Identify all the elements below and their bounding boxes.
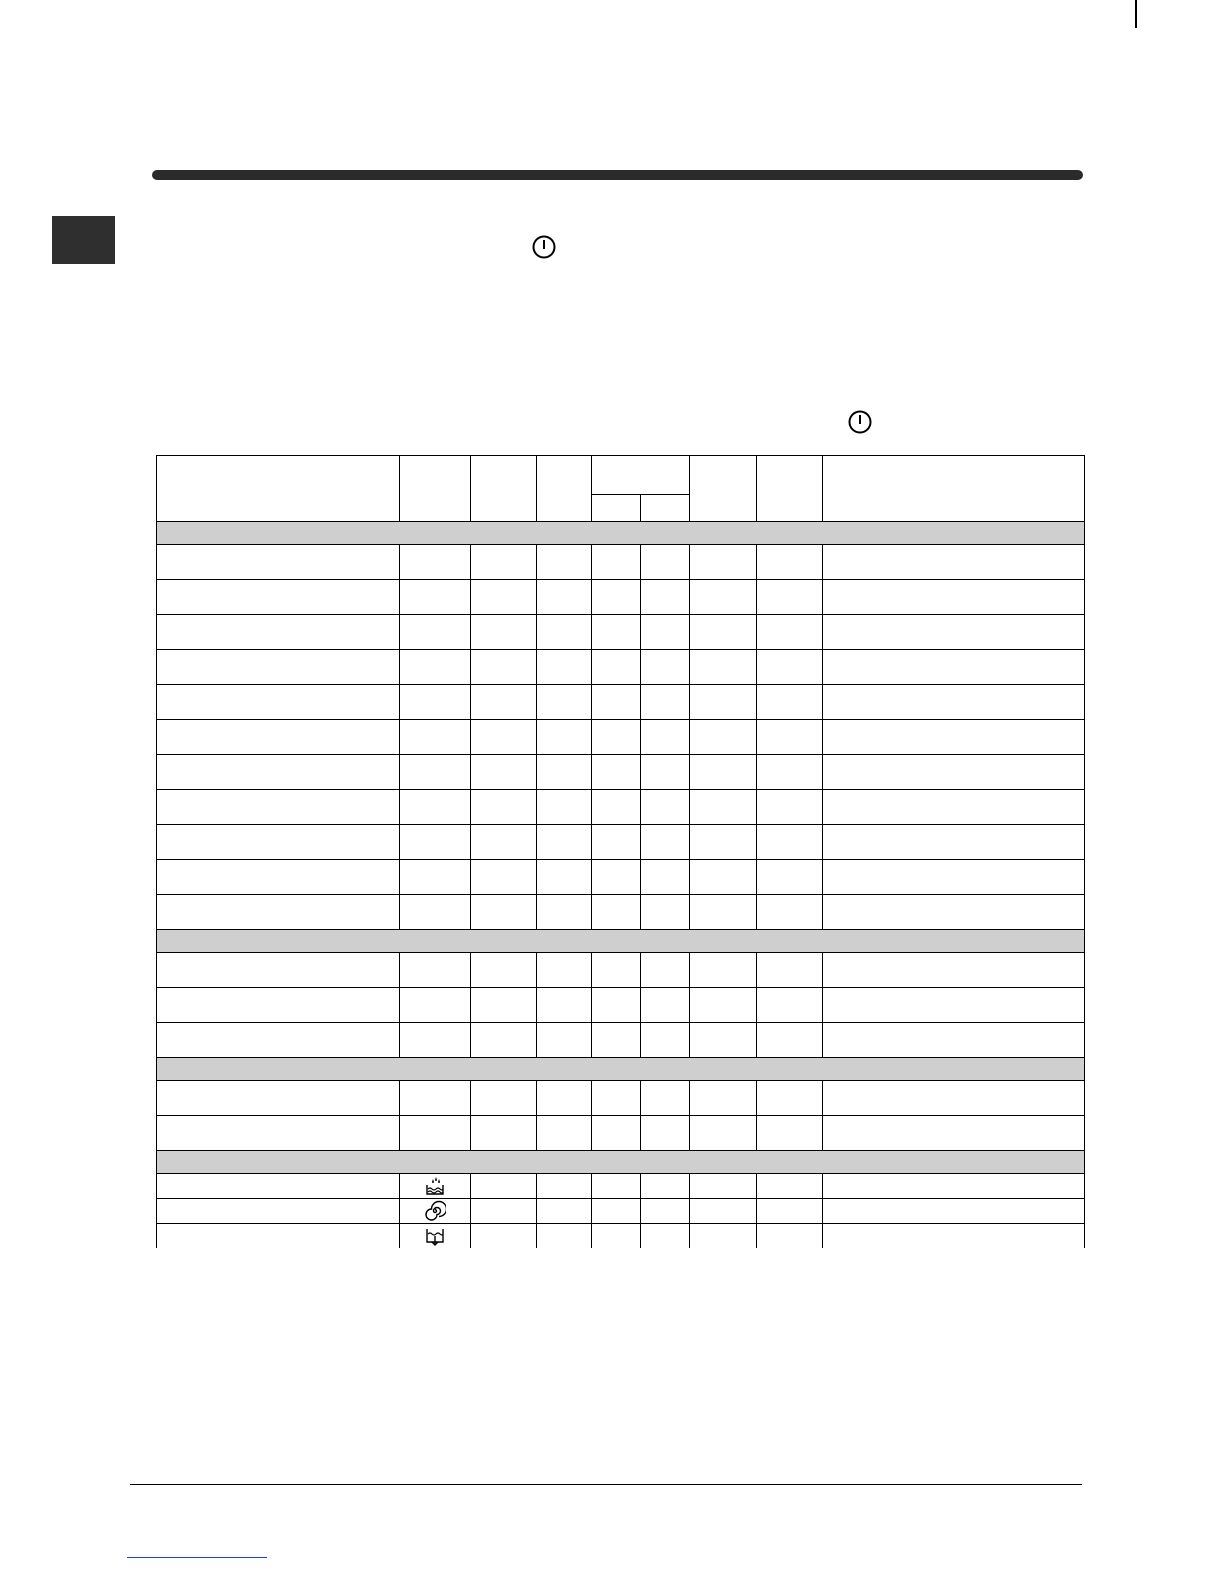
- table-row: [157, 545, 1085, 580]
- drain-icon: [400, 1225, 470, 1247]
- table-row: [157, 825, 1085, 860]
- section-title-rule: [152, 170, 1083, 180]
- table-row: [157, 685, 1085, 720]
- table-row: [157, 1224, 1085, 1249]
- footer-link-underline[interactable]: [127, 1557, 267, 1558]
- table-row: [157, 1023, 1085, 1058]
- table-row: [157, 580, 1085, 615]
- header-cell: [690, 456, 757, 522]
- header-cell: [471, 456, 537, 522]
- rinse-icon: [400, 1175, 470, 1197]
- table-row: [157, 953, 1085, 988]
- header-cell: [757, 456, 823, 522]
- table-row: [157, 895, 1085, 930]
- table-row: [157, 615, 1085, 650]
- table-row: [157, 1081, 1085, 1116]
- table-row: [157, 1199, 1085, 1224]
- header-cell: [823, 456, 1085, 522]
- power-icon: [531, 234, 557, 260]
- header-cell: [537, 456, 592, 522]
- table-section-row: [157, 522, 1085, 545]
- table-section-row: [157, 1151, 1085, 1174]
- spin-icon: [400, 1200, 470, 1222]
- footer-rule: [130, 1484, 1082, 1485]
- table-row: [157, 1116, 1085, 1151]
- table-row: [157, 860, 1085, 895]
- header-subcell: [592, 495, 641, 522]
- header-cell: [157, 456, 400, 522]
- programme-table: [156, 455, 1085, 1248]
- header-subcell: [641, 495, 690, 522]
- table-section-row: [157, 930, 1085, 953]
- header-cell: [400, 456, 471, 522]
- table-row: [157, 720, 1085, 755]
- table-row: [157, 988, 1085, 1023]
- crop-mark: [1135, 0, 1137, 28]
- table-row: [157, 790, 1085, 825]
- language-tab: [52, 216, 115, 264]
- power-icon: [847, 409, 873, 435]
- table-row: [157, 650, 1085, 685]
- table-row: [157, 1174, 1085, 1199]
- header-group-cell: [592, 456, 690, 495]
- table-section-row: [157, 1058, 1085, 1081]
- table-header-row: [157, 456, 1085, 495]
- table-row: [157, 755, 1085, 790]
